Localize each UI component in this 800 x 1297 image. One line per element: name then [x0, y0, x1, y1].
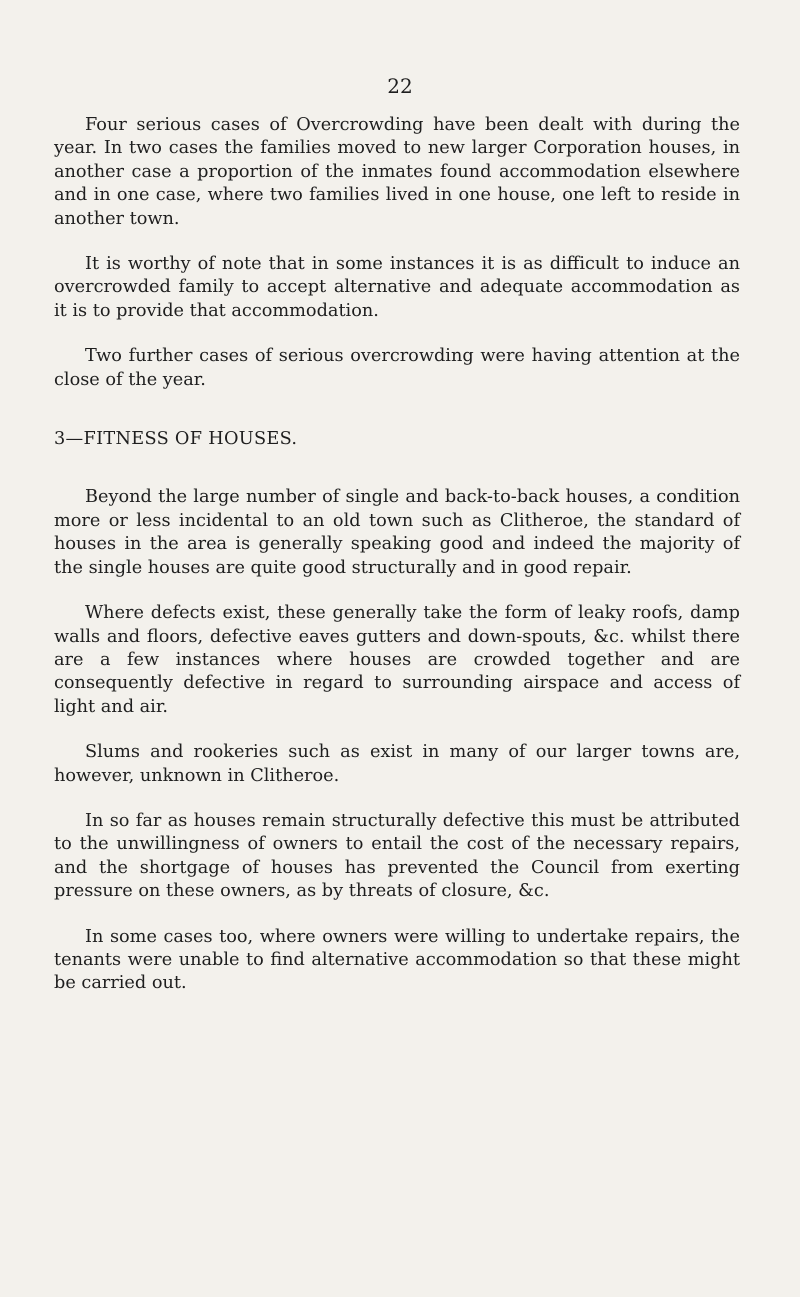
paragraph-tenants-repairs: In some cases too, where owners were willing to undertake repairs, the tenants were unable to find alternative accommodation so that these might be carried out.: [54, 926, 740, 994]
paragraph-alternative-accommodation: It is worthy of note that in some instances it is as difficult to induce an overcrowded family to accept alternative and adequate accommodation as it is to provide that accommodation.: [54, 254, 740, 321]
paragraph-unwilling-owners: In so far as houses remain structurally defective this must be attributed to the unwillingness of owners to entail the cost of the necessary repairs, and the shortgage of houses has prevented the Council from exerting pressure on these owners, as by threats of closure, &c.: [54, 810, 740, 902]
paragraph-further-cases: Two further cases of serious overcrowding were having attention at the close of the year.: [54, 346, 740, 390]
paragraph-defects: Where defects exist, these generally take the form of leaky roofs, damp walls and floors, defective eaves gutters and down-spouts, &c. whilst there are a few instances where houses are crowded together and are consequently defective in regard to surrounding airspace and access of light and air.: [54, 603, 740, 717]
section-heading-fitness-of-houses: 3—FITNESS OF HOUSES.: [54, 429, 298, 450]
document-body: [54, 114, 740, 996]
paragraph-housing-standard: Beyond the large number of single and back-to-back houses, a condition more or less incidental to an old town such as Clitheroe, the standard of houses in the area is generally speaking good and indeed the majority of the single houses are quite good structurally and in good repair.: [54, 487, 740, 578]
page-number: 22: [387, 74, 413, 98]
paragraph-slums: Slums and rookeries such as exist in many of our larger towns are, however, unknown in Clitheroe.: [54, 742, 740, 786]
paragraph-overcrowding-cases: Four serious cases of Overcrowding have been dealt with during the year. In two cases the families moved to new larger Corporation houses, in another case a proportion of the inmates found accommodation elsewhere and in one case, where two families lived in one house, one left to reside in another town.: [54, 115, 740, 229]
